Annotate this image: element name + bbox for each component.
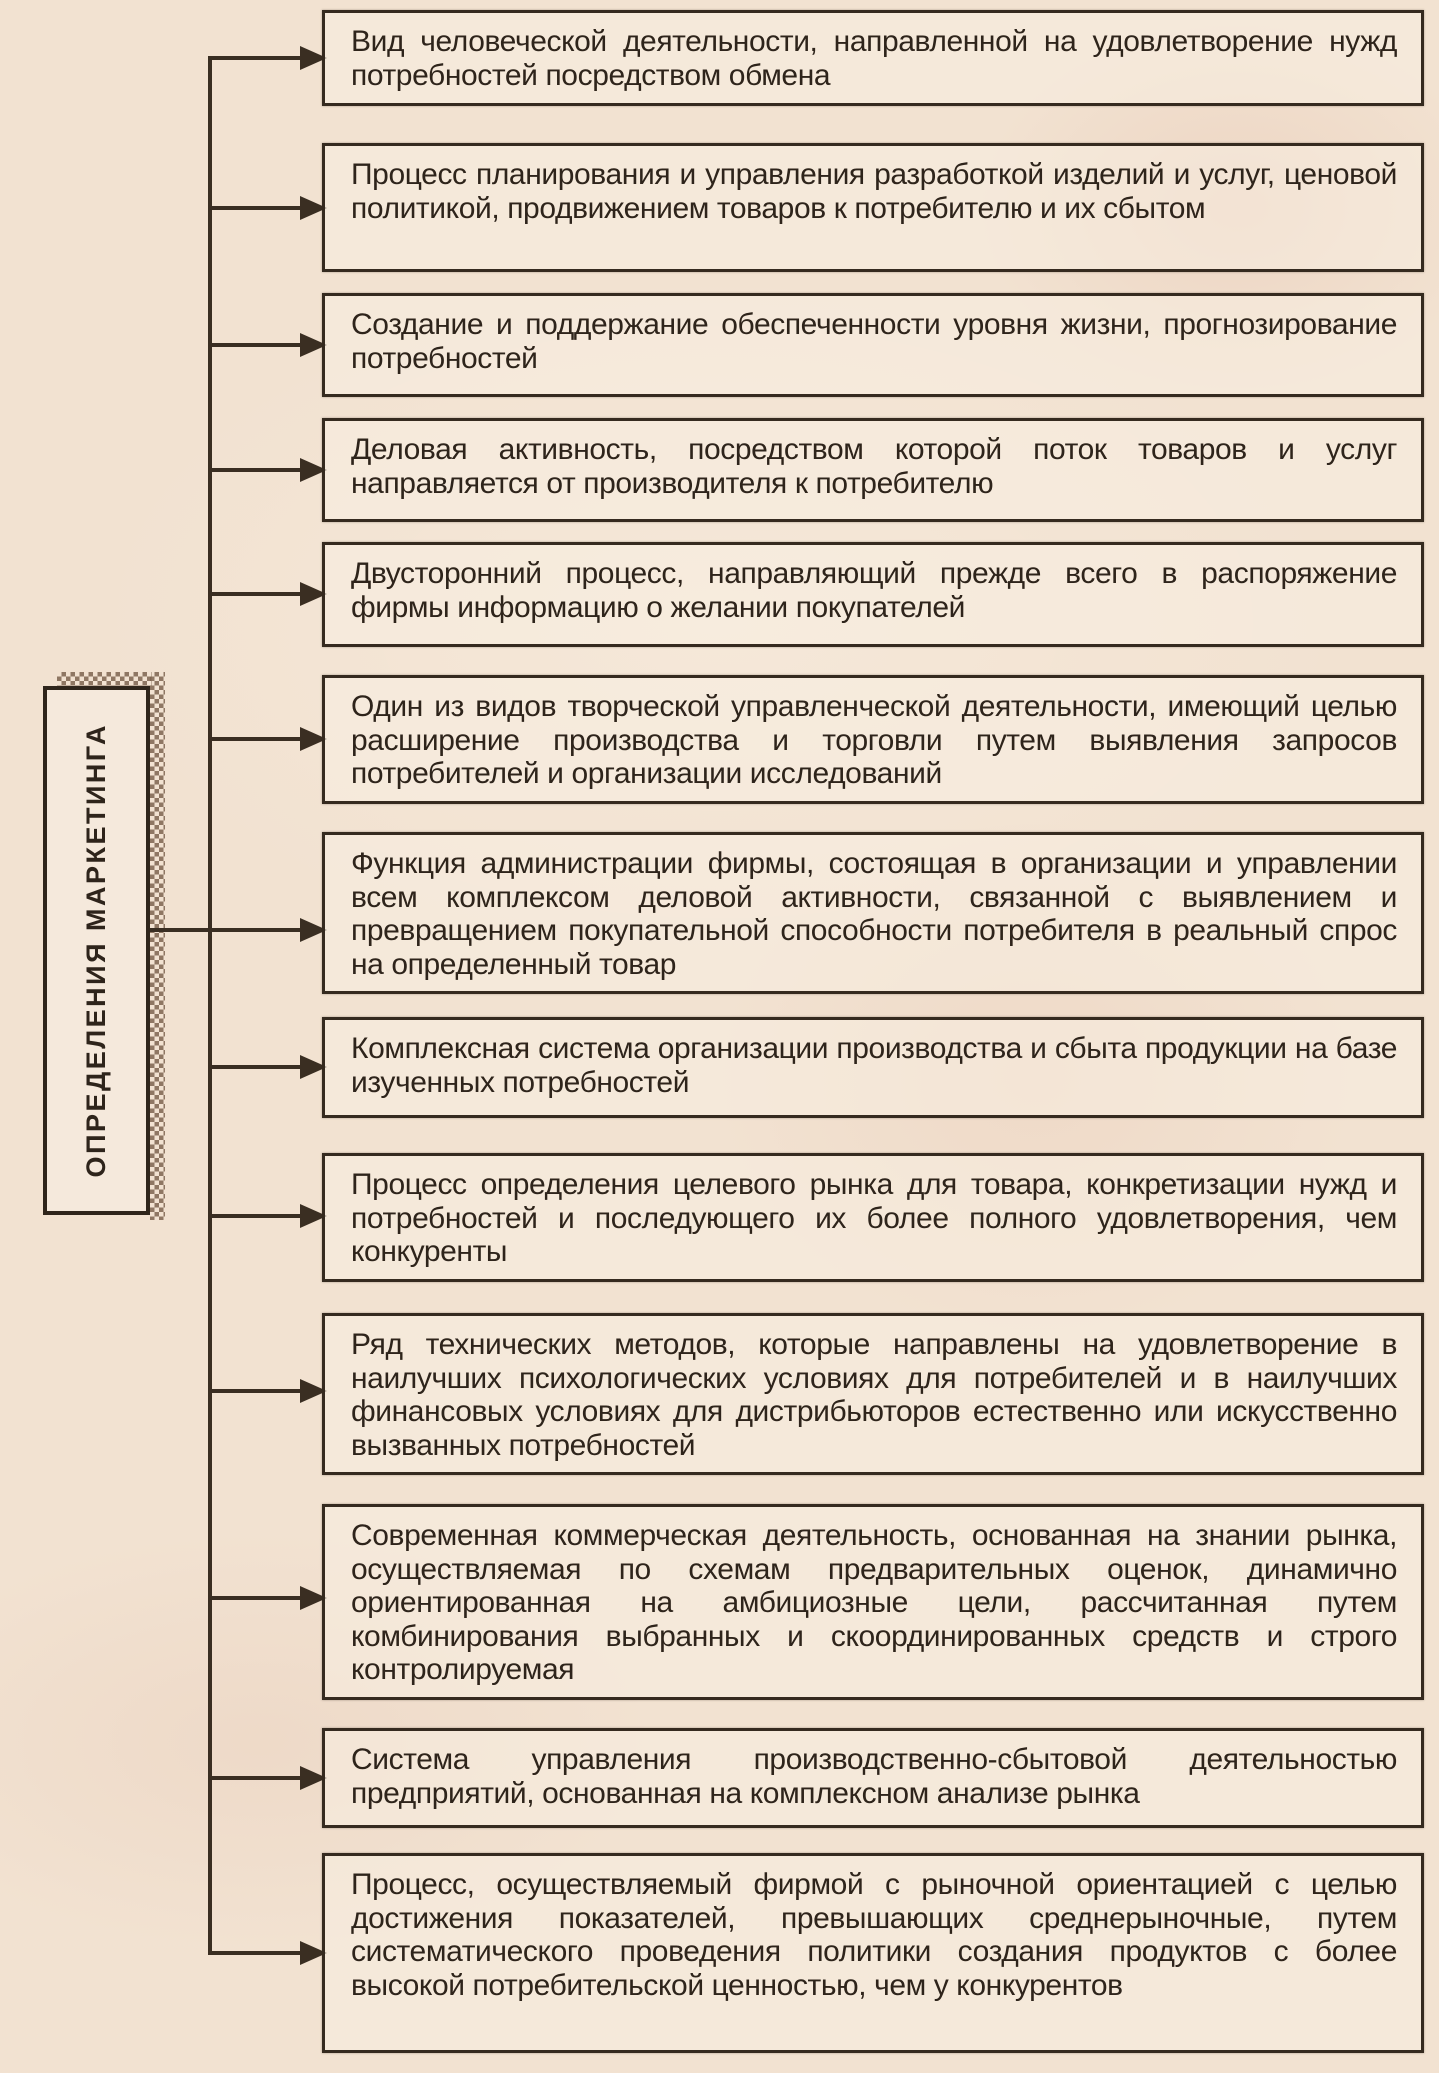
definition-box-2: [322, 143, 1424, 272]
branch-line: [208, 343, 304, 347]
definition-text: Современная коммерческая деятельность, основанная на знании рынка, осуществляемая по схемам предварительных оценок, динамично ориентированная на амбициозные цели, рассчитанная путем комбинирования выбранных и скоординированных средств и строго контролируемая: [351, 1519, 1397, 1686]
definition-box-7: [322, 832, 1424, 994]
root-box-shadow-right: [150, 672, 165, 1220]
definition-text: Создание и поддержание обеспеченности уровня жизни, прогнозирование потребностей: [351, 308, 1397, 375]
root-connector-line: [150, 928, 212, 932]
definition-box-13: [322, 1853, 1424, 2053]
definition-box-4: [322, 418, 1424, 522]
definition-box-1: [322, 10, 1424, 106]
root-label-box: [43, 686, 150, 1215]
branch-line: [208, 1389, 304, 1393]
definition-box-11: [322, 1504, 1424, 1700]
definition-box-3: [322, 293, 1424, 397]
root-label-text: ОПРЕДЕЛЕНИЯ МАРКЕТИНГА: [81, 723, 111, 1178]
branch-line: [208, 1951, 304, 1955]
branch-line: [208, 1065, 304, 1069]
definition-box-5: [322, 542, 1424, 647]
branch-line: [208, 1776, 304, 1780]
definition-text: Система управления производственно-сбытовой деятельностью предприятий, основанная на комплексном анализе рынка: [351, 1743, 1397, 1810]
branch-line: [208, 592, 304, 596]
branch-line: [208, 206, 304, 210]
definition-text: Функция администрации фирмы, состоящая в организации и управлении всем комплексом деловой активности, связанной с выявлением и превращением покупательной способности потребителя в реальный спрос на определенный товар: [351, 847, 1397, 981]
definition-text: Процесс, осуществляемый фирмой с рыночной ориентацией с целью достижения показателей, превышающих среднерыночные, путем систематического проведения политики создания продуктов с более высокой потребительской ценностью, чем у конкурентов: [351, 1868, 1397, 2002]
definition-text: Процесс планирования и управления разработкой изделий и услуг, ценовой политикой, продвижением товаров к потребителю и их сбытом: [351, 158, 1397, 225]
definition-box-12: [322, 1728, 1424, 1828]
definition-box-10: [322, 1313, 1424, 1475]
definition-text: Деловая активность, посредством которой поток товаров и услуг направляется от производителя к потребителю: [351, 433, 1397, 500]
branch-line: [208, 1214, 304, 1218]
branch-line: [208, 737, 304, 741]
root-box-shadow-top: [57, 672, 152, 686]
definition-box-8: [322, 1017, 1424, 1118]
definition-text: Один из видов творческой управленческой деятельности, имеющий целью расширение производства и торговли путем выявления запросов потребителей и организации исследований: [351, 690, 1397, 790]
definition-text: Комплексная система организации производства и сбыта продукции на базе изученных потребностей: [351, 1032, 1397, 1099]
definition-text: Двусторонний процесс, направляющий прежде всего в распоряжение фирмы информацию о желании покупателей: [351, 557, 1397, 624]
definition-box-9: [322, 1153, 1424, 1282]
definition-text: Вид человеческой деятельности, направленной на удовлетворение нужд потребностей посредством обмена: [351, 25, 1397, 92]
branch-line: [208, 928, 304, 932]
definition-box-6: [322, 675, 1424, 804]
definition-text: Процесс определения целевого рынка для товара, конкретизации нужд и потребностей и последующего их более полного удовлетворения, чем конкуренты: [351, 1168, 1397, 1268]
branch-line: [208, 468, 304, 472]
branch-line: [208, 56, 304, 60]
definition-text: Ряд технических методов, которые направлены на удовлетворение в наилучших психологических условиях для потребителей и в наилучших финансовых условиях для дистрибьюторов естественно или искусственно вызванных потребностей: [351, 1328, 1397, 1462]
trunk-line: [208, 56, 212, 1955]
branch-line: [208, 1596, 304, 1600]
